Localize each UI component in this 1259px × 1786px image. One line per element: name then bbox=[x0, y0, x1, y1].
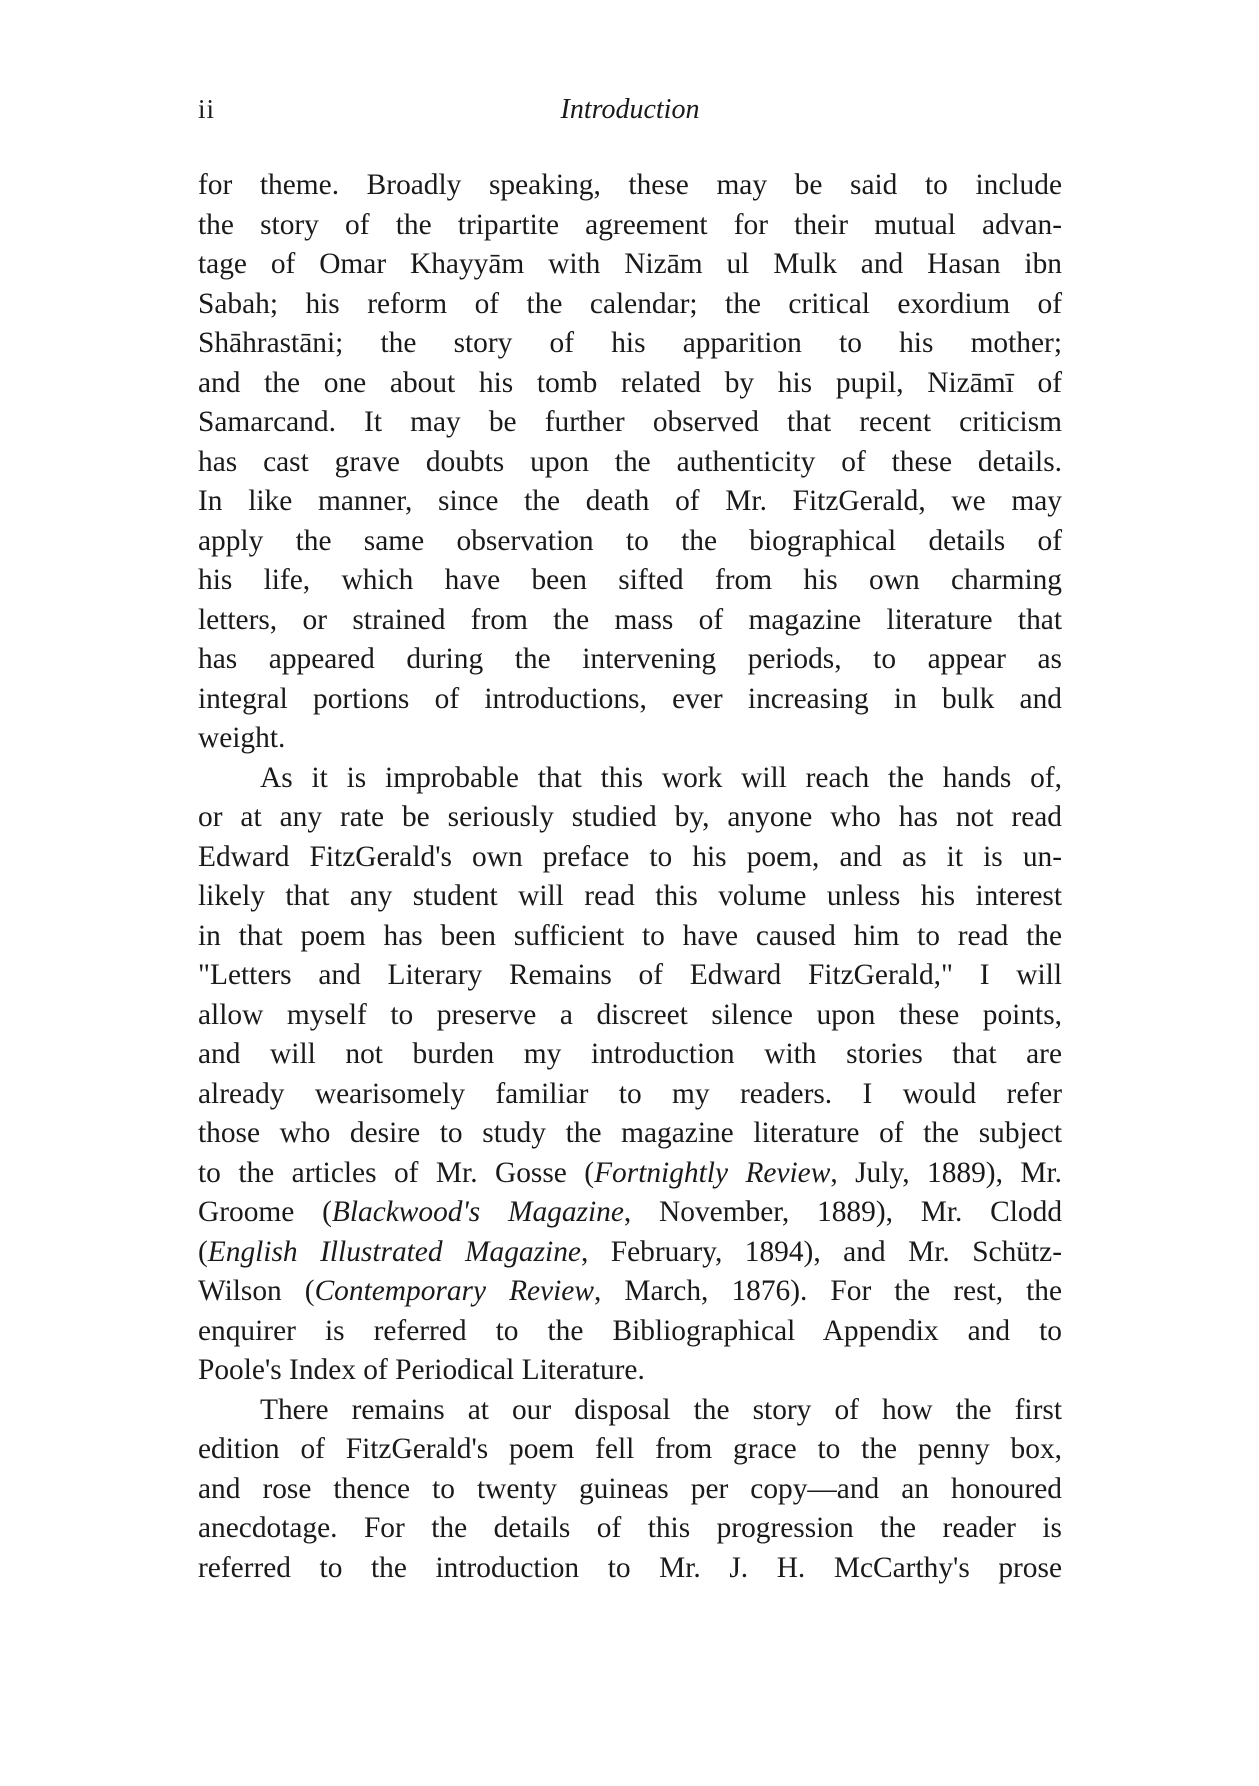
text-line: Samarcand. It may be further observed that recent criticism bbox=[198, 406, 1062, 438]
paragraph-2 bbox=[198, 759, 1062, 1391]
text-line: There remains at our disposal the story of how the first bbox=[260, 1393, 1062, 1426]
text-line: or at any rate be seriously studied by, anyone who has not read bbox=[198, 801, 1062, 833]
text-line: those who desire to study the magazine literature of the subject bbox=[198, 1117, 1062, 1149]
text-line: Sabah; his reform of the calendar; the critical exordium of bbox=[198, 287, 1062, 320]
text-fragment: , November, 1889), Mr. Clodd bbox=[623, 1196, 1063, 1228]
periodical-title: Fortnightly Review bbox=[594, 1156, 831, 1189]
text-fragment: , February, 1894), and Mr. Schütz- bbox=[580, 1235, 1062, 1268]
text-line: the story of the tripartite agreement for their mutual advan- bbox=[198, 208, 1062, 241]
text-line bbox=[198, 1154, 1062, 1194]
page-header bbox=[198, 94, 1062, 134]
text-line: and rose thence to twenty guineas per copy—and an honoured bbox=[198, 1472, 1062, 1505]
text-line: referred to the introduction to Mr. J. H. McCarthy's prose bbox=[198, 1551, 1062, 1584]
periodical-title: English Illustrated Magazine bbox=[207, 1235, 581, 1268]
body-text bbox=[198, 166, 1062, 1588]
text-line bbox=[198, 1193, 1062, 1233]
text-line: already wearisomely familiar to my readers. I would refer bbox=[198, 1077, 1062, 1110]
periodical-title: Blackwood's Magazine bbox=[331, 1196, 624, 1228]
text-line: for theme. Broadly speaking, these may be said to include bbox=[198, 169, 1062, 201]
text-line: tage of Omar Khayyām with Nizām ul Mulk and Hasan ibn bbox=[198, 248, 1062, 280]
text-fragment: to the articles of Mr. Gosse ( bbox=[198, 1156, 595, 1189]
text-line bbox=[198, 1233, 1062, 1273]
text-line: has cast grave doubts upon the authenticity of these details. bbox=[198, 445, 1062, 478]
text-line: and the one about his tomb related by his pupil, Nizāmī of bbox=[198, 366, 1062, 399]
paragraph-3 bbox=[198, 1391, 1062, 1589]
text-fragment: , July, 1889), Mr. bbox=[830, 1156, 1063, 1189]
text-line: integral portions of introductions, ever increasing in bulk and bbox=[198, 682, 1062, 715]
text-line bbox=[198, 1272, 1062, 1312]
text-line: enquirer is referred to the Bibliographical Appendix and to bbox=[198, 1314, 1062, 1347]
text-line: weight. bbox=[198, 722, 286, 754]
text-line: and will not burden my introduction with stories that are bbox=[198, 1038, 1062, 1070]
text-line: likely that any student will read this volume unless his interest bbox=[198, 880, 1062, 912]
text-line: his life, which have been sifted from his own charming bbox=[198, 564, 1062, 596]
text-line: anecdotage. For the details of this progression the reader is bbox=[198, 1512, 1062, 1544]
text-line: has appeared during the intervening periods, to appear as bbox=[198, 643, 1062, 675]
text-line: As it is improbable that this work will reach the hands of, bbox=[260, 761, 1062, 794]
text-fragment: Wilson ( bbox=[198, 1275, 315, 1307]
periodical-title: Contemporary Review bbox=[314, 1275, 594, 1307]
running-head: Introduction bbox=[560, 94, 700, 125]
page-number: ii bbox=[198, 94, 216, 124]
text-fragment: ( bbox=[198, 1235, 208, 1268]
text-line: in that poem has been sufficient to have caused him to read the bbox=[198, 919, 1062, 952]
text-line: edition of FitzGerald's poem fell from grace to the penny box, bbox=[198, 1433, 1062, 1465]
text-fragment: Groome ( bbox=[198, 1196, 332, 1228]
text-line: allow myself to preserve a discreet silence upon these points, bbox=[198, 998, 1062, 1031]
text-fragment: , March, 1876). For the rest, the bbox=[593, 1275, 1063, 1307]
text-line: "Letters and Literary Remains of Edward FitzGerald," I will bbox=[198, 959, 1062, 991]
text-line: In like manner, since the death of Mr. FitzGerald, we may bbox=[198, 485, 1062, 517]
text-line: Shāhrastāni; the story of his apparition to his mother; bbox=[198, 327, 1062, 359]
text-line: Poole's Index of Periodical Literature. bbox=[198, 1354, 645, 1386]
text-line: letters, or strained from the mass of magazine literature that bbox=[198, 603, 1062, 636]
text-line: Edward FitzGerald's own preface to his poem, and as it is un- bbox=[198, 840, 1062, 873]
paragraph-1 bbox=[198, 166, 1062, 759]
text-line: apply the same observation to the biographical details of bbox=[198, 524, 1062, 557]
